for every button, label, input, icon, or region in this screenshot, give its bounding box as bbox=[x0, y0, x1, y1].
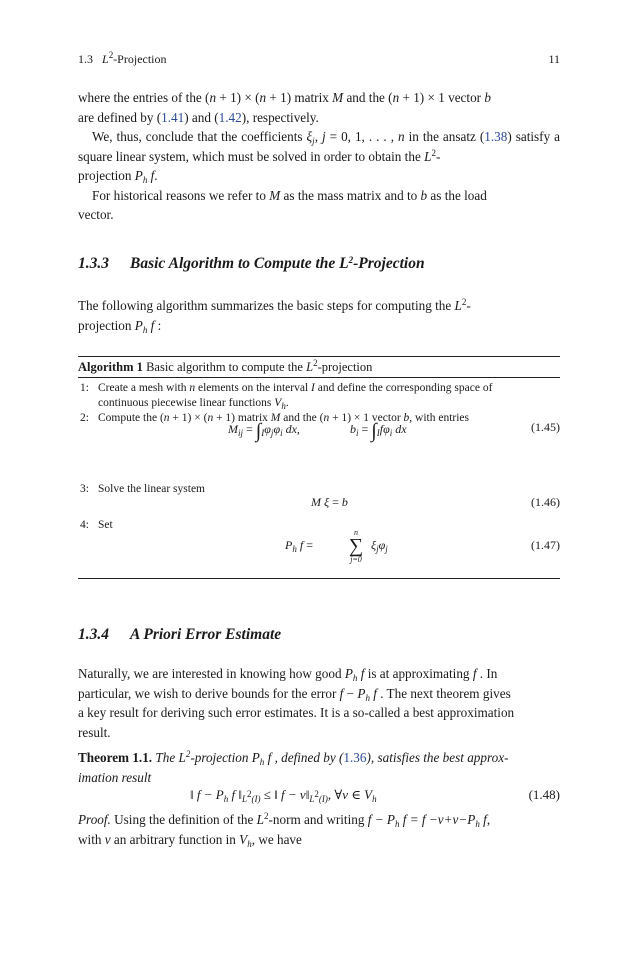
equation-number: (1.46) bbox=[531, 495, 560, 509]
theorem-1-1: Theorem 1.1. The $L^2$-projection $P_h$ f , defined by (1.36), satisfies the best approx- imation result bbox=[78, 749, 509, 785]
algorithm-step-1: 1: Create a mesh with n elements on the interval I and define the corresponding space of continuous piecewise linear functions $V_h$. bbox=[80, 382, 493, 411]
algorithm-step-3: 3: Solve the linear system bbox=[80, 483, 205, 495]
equation-number: (1.47) bbox=[531, 538, 560, 552]
proof-paragraph: Proof. Using the definition of the $L^2$-norm and writing $f - P_h$ $f = f -v+v-P_h$ f, with v an arbitrary function in $V_h$, we have bbox=[78, 811, 491, 849]
summation: n ∑ j=0 bbox=[348, 528, 364, 564]
equation-number: (1.48) bbox=[528, 787, 560, 802]
algorithm-title: Algorithm 1 Basic algorithm to compute the $L^2$-projection bbox=[78, 358, 373, 374]
title-sup: 2 bbox=[108, 50, 114, 60]
title-rest: -Projection bbox=[113, 52, 167, 66]
bottom-rule bbox=[78, 578, 560, 579]
intro-paragraphs bbox=[78, 88, 560, 225]
paragraph-2: We, thus, conclude that the coefficients $\xi_j$, j = 0, 1, . . . , n in the ansatz (1.38) satisfy a square linear system, which must be solved in order to obtain the $L^2-$ projection $P_h$ f. bbox=[78, 129, 561, 185]
page-number: 11 bbox=[548, 52, 560, 66]
algorithm-step-4: 4: Set bbox=[80, 519, 113, 531]
algorithm-box: Algorithm 1 Basic algorithm to compute the $L^2$-projection 1: Create a mesh with n elements on the interval I and define the corresponding space of continuous piecewise linear functions $V_h$. 2: Compute the (n + 1) × (n + 1) matrix M and the (n + 1) × 1 vector b, with entries $M_{ij} = \int_I\varphi_j\varphi_i$ dx, $b_i = \int_If\varphi_i$ dx (1.45) 3: Solve the linear system M ξ = b (1.46) 4: Set $P_h$ f = n ∑ j=0 $\xi_j\varphi_j$ (1.47) bbox=[78, 356, 560, 426]
ref-link[interactable]: 1.36 bbox=[343, 750, 367, 765]
equation-number: (1.45) bbox=[531, 420, 560, 434]
ref-link[interactable]: 1.42 bbox=[218, 109, 242, 125]
running-head-title bbox=[78, 52, 167, 67]
section-heading-1-3-3: 1.3.3 Basic Algorithm to Compute the $L^2$-Projection bbox=[78, 255, 425, 272]
section-number: 1.3 bbox=[78, 52, 93, 66]
paragraph-4: The following algorithm summarizes the basic steps for computing the $L^2-$ projection $P_h$ f : bbox=[78, 297, 471, 335]
title-rule bbox=[78, 377, 560, 378]
algorithm-step-2: 2: Compute the (n + 1) × (n + 1) matrix M and the (n + 1) × 1 vector b, with entries bbox=[80, 412, 470, 424]
paragraph-5: Naturally, we are interested in knowing how good $P_h$ f is at approximating f . In particular, we wish to derive bounds for the error $f - P_h$ f . The next theorem gives a key result for deriving such error estimates. It is a so-called a best approximation result. bbox=[78, 666, 515, 740]
ref-link[interactable]: 1.41 bbox=[161, 109, 185, 125]
section-heading-1-3-4: 1.3.4 A Priori Error Estimate bbox=[78, 626, 282, 643]
paragraph-3: For historical reasons we refer to M as the mass matrix and to b as the load vector. bbox=[78, 187, 487, 222]
paragraph-1: where the entries of the (n + 1) × (n + 1) matrix M and the (n + 1) × 1 vector b are defined by (1.41) and (1.42), respectively. bbox=[78, 90, 491, 125]
title-L: L bbox=[102, 52, 109, 66]
ref-link[interactable]: 1.38 bbox=[484, 129, 508, 144]
